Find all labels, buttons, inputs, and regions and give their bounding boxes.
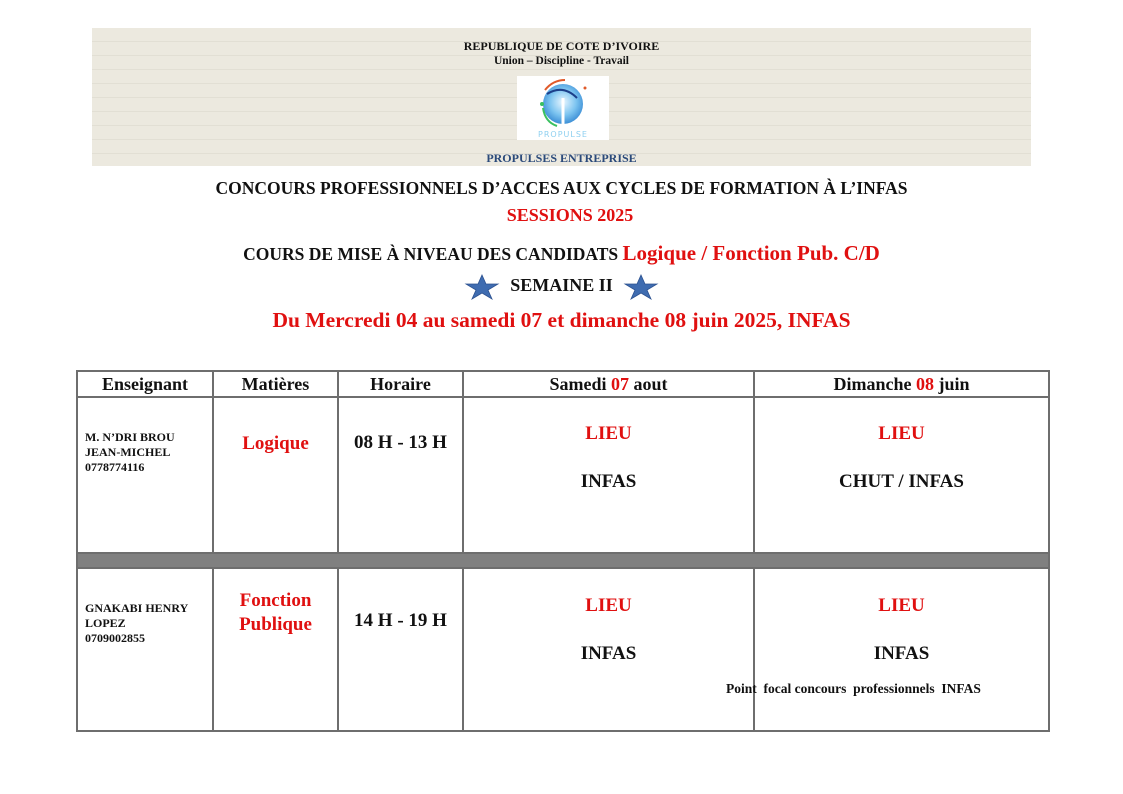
saturday-day: 07 bbox=[611, 373, 629, 394]
place-value: INFAS bbox=[873, 643, 930, 664]
place-label: LIEU bbox=[585, 595, 632, 616]
header-subject: Matières bbox=[213, 371, 338, 397]
table-row bbox=[77, 397, 1049, 553]
date-range: Du Mercredi 04 au samedi 07 et dimanche 08 juin 2025, INFAS bbox=[272, 308, 851, 332]
teacher-phone: 0778774116 bbox=[85, 460, 145, 474]
separator-bar bbox=[77, 553, 1049, 568]
saturday-place-cell bbox=[463, 568, 754, 731]
week-label bbox=[0, 274, 1123, 300]
place-label: LIEU bbox=[878, 423, 925, 444]
place-label: LIEU bbox=[878, 595, 925, 616]
national-motto: Union – Discipline - Travail bbox=[493, 55, 630, 67]
place-value: CHUT / INFAS bbox=[839, 471, 964, 492]
sunday-place-cell bbox=[754, 568, 1049, 731]
header-teacher: Enseignant bbox=[77, 371, 213, 397]
header-sunday bbox=[754, 371, 1049, 397]
signature-line: Point focal concours professionnels INFAS bbox=[726, 681, 981, 696]
row-separator bbox=[77, 553, 1049, 568]
svg-text:PROPULSE: PROPULSE bbox=[538, 130, 588, 139]
subject-cell bbox=[213, 568, 338, 731]
teacher-name-continued: LOPEZ bbox=[85, 616, 126, 630]
header-hours: Horaire bbox=[338, 371, 463, 397]
teacher-name-continued: JEAN-MICHEL bbox=[85, 445, 171, 459]
sunday-day: 08 bbox=[915, 373, 934, 394]
subject-cell bbox=[213, 397, 338, 553]
sunday-month: juin bbox=[933, 373, 970, 394]
teacher-cell bbox=[77, 568, 213, 731]
place-value: INFAS bbox=[580, 471, 637, 492]
saturday-label: Samedi bbox=[549, 373, 611, 394]
company-name: PROPULSES ENTREPRISE bbox=[486, 151, 637, 165]
course-title bbox=[0, 241, 1123, 266]
schedule-table bbox=[76, 370, 1050, 732]
place-value: INFAS bbox=[580, 643, 637, 664]
course-subjects: Logique / Fonction Pub. C/D bbox=[622, 241, 880, 265]
course-title-prefix: COURS DE MISE À NIVEAU DES CANDIDATS bbox=[243, 244, 623, 264]
session-year: SESSIONS 2025 bbox=[506, 205, 634, 225]
subject-name: Logique bbox=[242, 433, 309, 454]
table-row bbox=[77, 568, 1049, 731]
week-text: SEMAINE II bbox=[510, 275, 613, 296]
header-saturday bbox=[463, 371, 754, 397]
saturday-month: aout bbox=[629, 373, 668, 394]
letterhead-band bbox=[92, 28, 1031, 166]
hours-cell: 14 H - 19 H bbox=[338, 568, 463, 731]
teacher-name: M. N’DRI BROU bbox=[85, 430, 175, 444]
hours-cell: 08 H - 13 H bbox=[338, 397, 463, 553]
place-label: LIEU bbox=[585, 423, 632, 444]
teacher-cell bbox=[77, 397, 213, 553]
sunday-place-cell bbox=[754, 397, 1049, 553]
subject-name-continued: Publique bbox=[239, 614, 312, 635]
star-icon bbox=[623, 274, 659, 300]
propulses-logo-icon bbox=[517, 76, 609, 140]
teacher-phone: 0709002855 bbox=[85, 631, 145, 645]
saturday-place-cell bbox=[463, 397, 754, 553]
sunday-label: Dimanche bbox=[833, 373, 916, 394]
star-icon bbox=[464, 274, 500, 300]
teacher-name: GNAKABI HENRY bbox=[85, 601, 189, 615]
country-name: REPUBLIQUE DE COTE D’IVOIRE bbox=[463, 39, 660, 53]
subject-name: Fonction bbox=[239, 590, 312, 611]
table-header-row bbox=[77, 371, 1049, 397]
contest-title: CONCOURS PROFESSIONNELS D’ACCES AUX CYCLES DE FORMATION À L’INFAS bbox=[215, 178, 908, 198]
